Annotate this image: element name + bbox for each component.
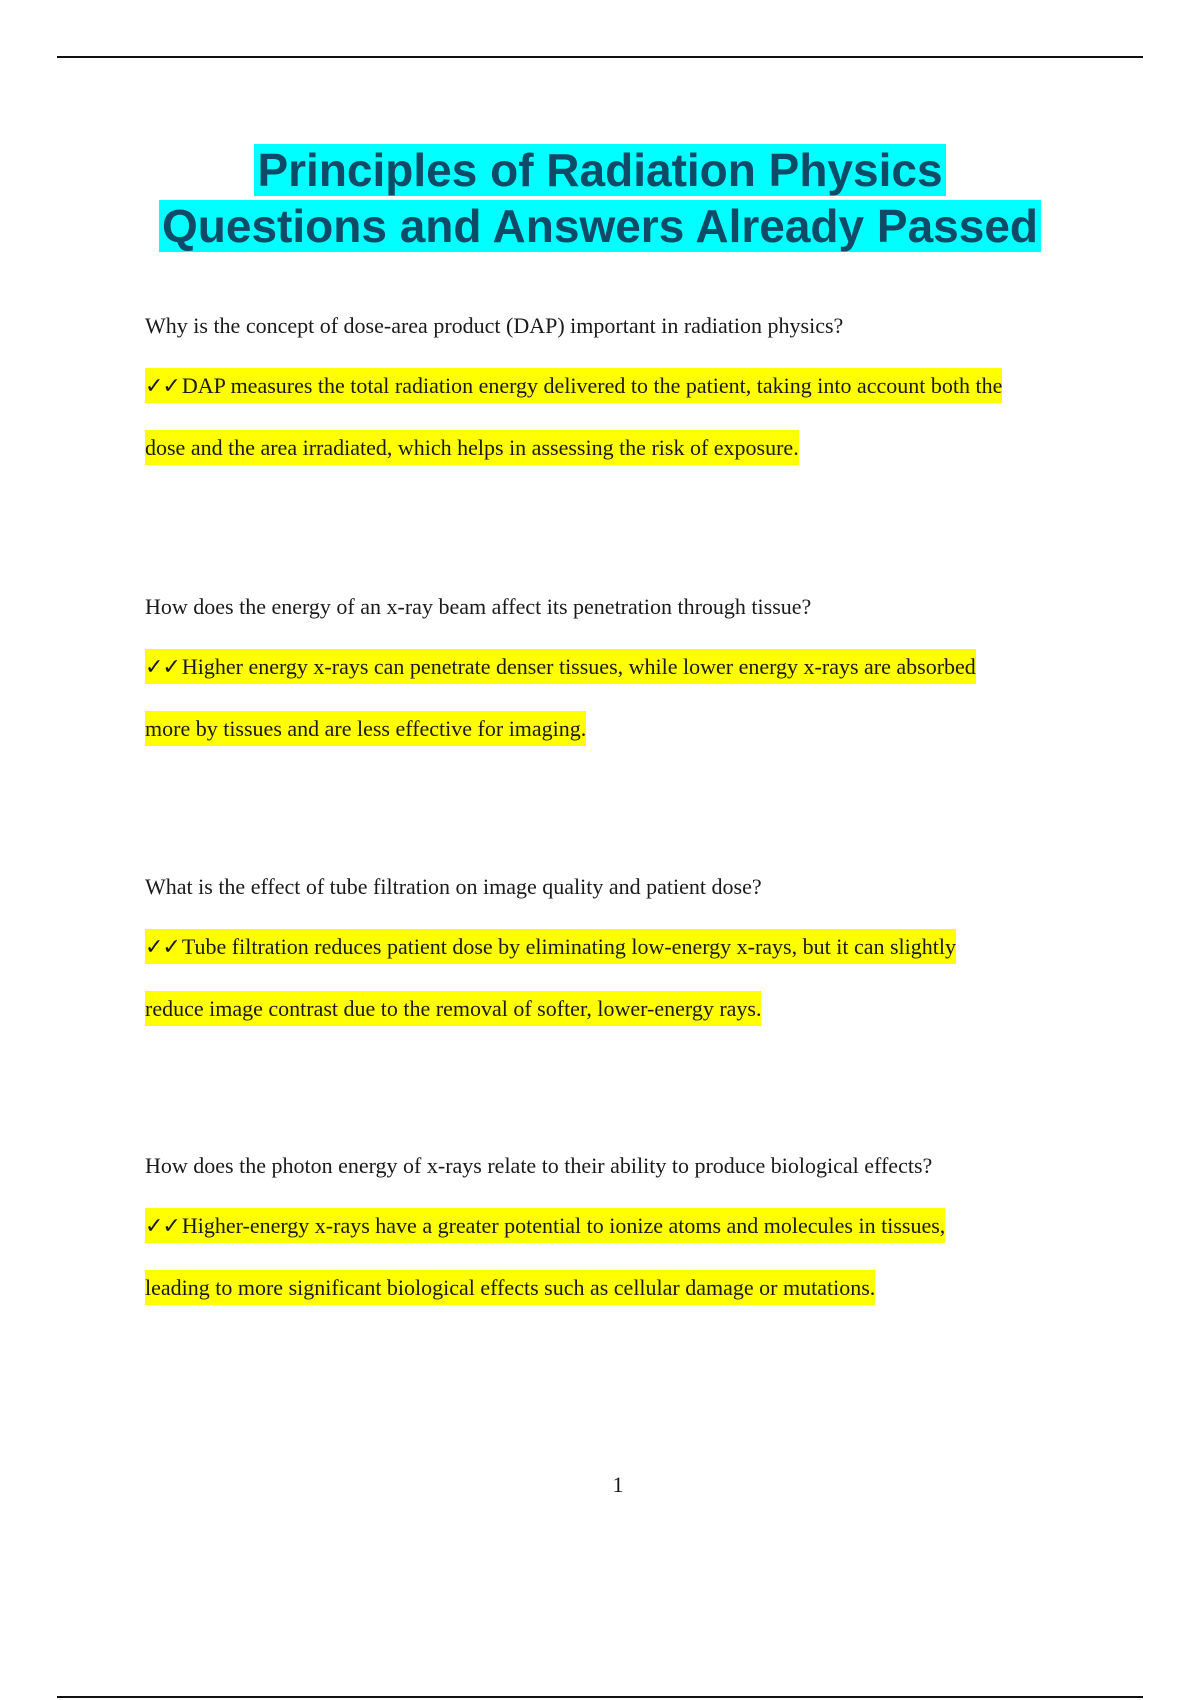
answer-3-highlight [145,929,956,1026]
bottom-rule [57,1696,1143,1698]
answer-2-line-1: Higher energy x-rays can penetrate denser tissues, while lower energy x-rays are absorbed [181,654,976,679]
title-line-1: Principles of Radiation Physics [254,144,945,196]
answer-4 [145,1195,1105,1318]
title-line-2: Questions and Answers Already Passed [159,200,1041,252]
answer-1-highlight [145,368,1002,465]
answer-1-line-2: dose and the area irradiated, which helps in assessing the risk of exposure. [145,435,799,460]
answer-3-line-1: Tube filtration reduces patient dose by eliminating low-energy x-rays, but it can slightly [181,934,956,959]
answer-2-line-2: more by tissues and are less effective for imaging. [145,716,587,741]
qa-item-1 [145,311,1105,478]
question-3: What is the effect of tube filtration on image quality and patient dose? [145,874,762,899]
question-2: How does the energy of an x-ray beam affect its penetration through tissue? [145,594,812,619]
check-mark-icon: ✓✓ [145,935,180,960]
answer-2 [145,636,1105,759]
qa-item-4 [145,1151,1105,1318]
answer-2-highlight [145,649,976,746]
top-rule [57,56,1143,58]
answer-4-line-1: Higher-energy x-rays have a greater potential to ionize atoms and molecules in tissues, [181,1213,946,1238]
answer-3-line-2: reduce image contrast due to the removal of softer, lower-energy rays. [145,996,762,1021]
qa-item-2 [145,592,1105,759]
check-mark-icon: ✓✓ [145,655,180,680]
question-4: How does the photon energy of x-rays relate to their ability to produce biological effects? [145,1153,933,1178]
answer-3 [145,916,1105,1039]
answer-1 [145,355,1105,478]
answer-4-line-2: leading to more significant biological effects such as cellular damage or mutations. [145,1275,876,1300]
check-mark-icon: ✓✓ [145,1214,180,1239]
question-1: Why is the concept of dose-area product (DAP) important in radiation physics? [145,313,844,338]
qa-item-3 [145,872,1105,1039]
check-mark-icon: ✓✓ [145,374,180,399]
document-title [0,142,1200,254]
answer-4-highlight [145,1208,945,1305]
answer-1-line-1: DAP measures the total radiation energy delivered to the patient, taking into account both the [181,373,1003,398]
page-number: 1 [612,1472,624,1497]
